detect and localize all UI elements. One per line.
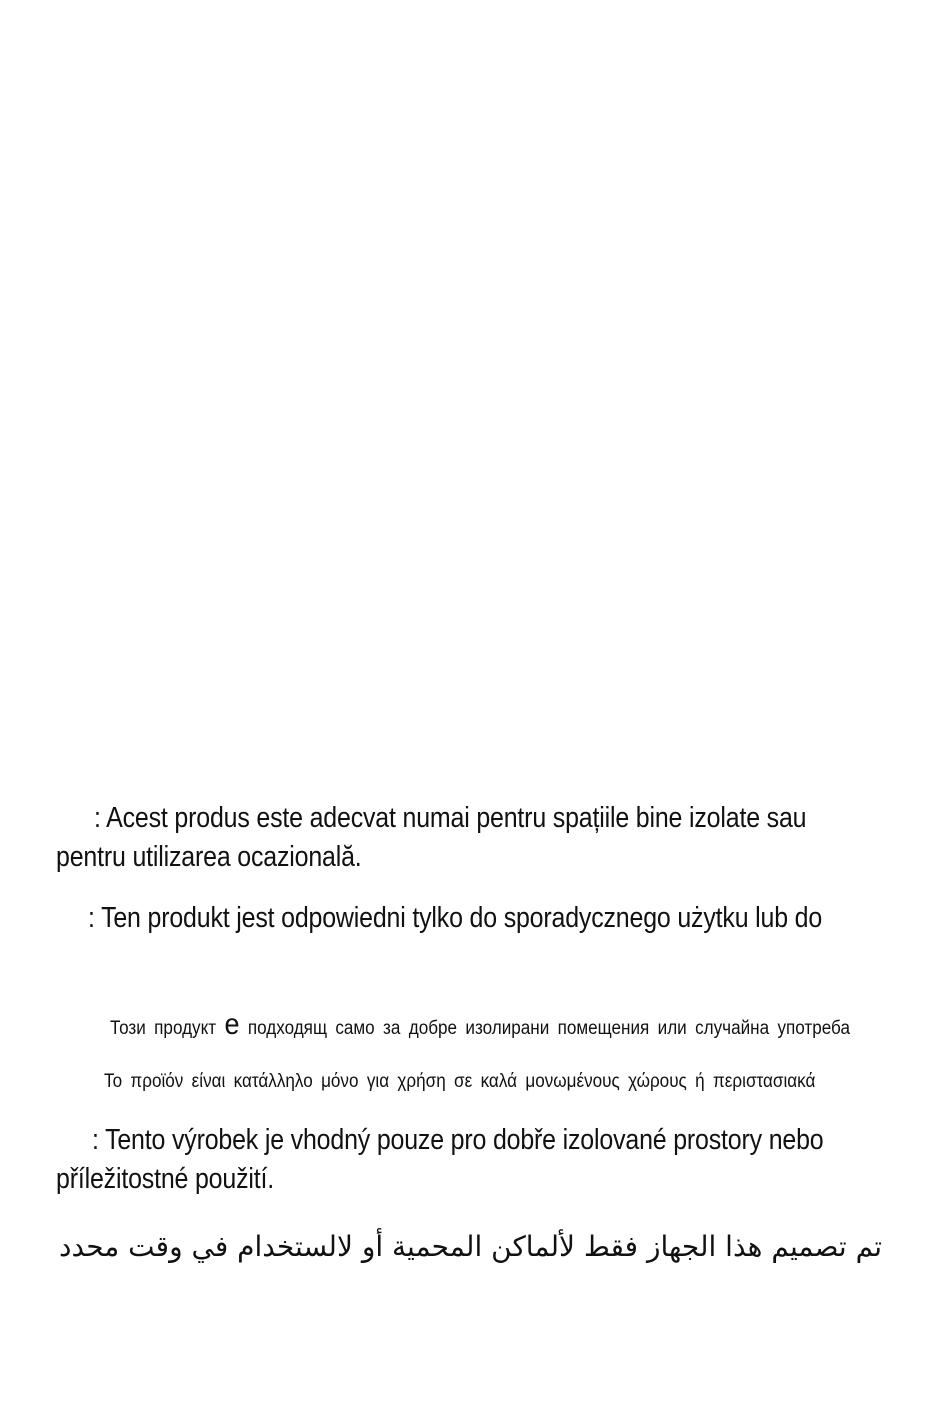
warning-pl-line-1: : Ten produkt jest odpowiedni tylko do sporadycznego użytku lub do [88,902,823,934]
warning-ar-line-1: تم تصميم هذا الجهاز فقط لألماكن المحمية أو لالستخدام في وقت محدد [59,1230,882,1263]
warning-bg-text-start: Този продукт [110,1018,225,1039]
warning-cs-line-2: příležitostné použití. [56,1163,275,1195]
warning-bg-emphasis: е [224,1008,240,1041]
warning-el-line-1: Το προϊόν είναι κατάλληλο μόνο για χρήση σε καλά μονωμένους χώρους ή περιστασιακά [104,1071,816,1092]
warning-ro-line-2: pentru utilizarea ocazională. [56,841,362,873]
warning-cs-line-1: : Tento výrobek je vhodný pouze pro dobře izolované prostory nebo [92,1124,824,1156]
warning-bg-line-1 [110,1010,850,1040]
warning-ro-line-1: : Acest produs este adecvat numai pentru spațiile bine izolate sau [94,802,807,834]
warning-bg-text-end: подходящ само за добре изолирани помещения или случайна употреба [239,1018,850,1039]
